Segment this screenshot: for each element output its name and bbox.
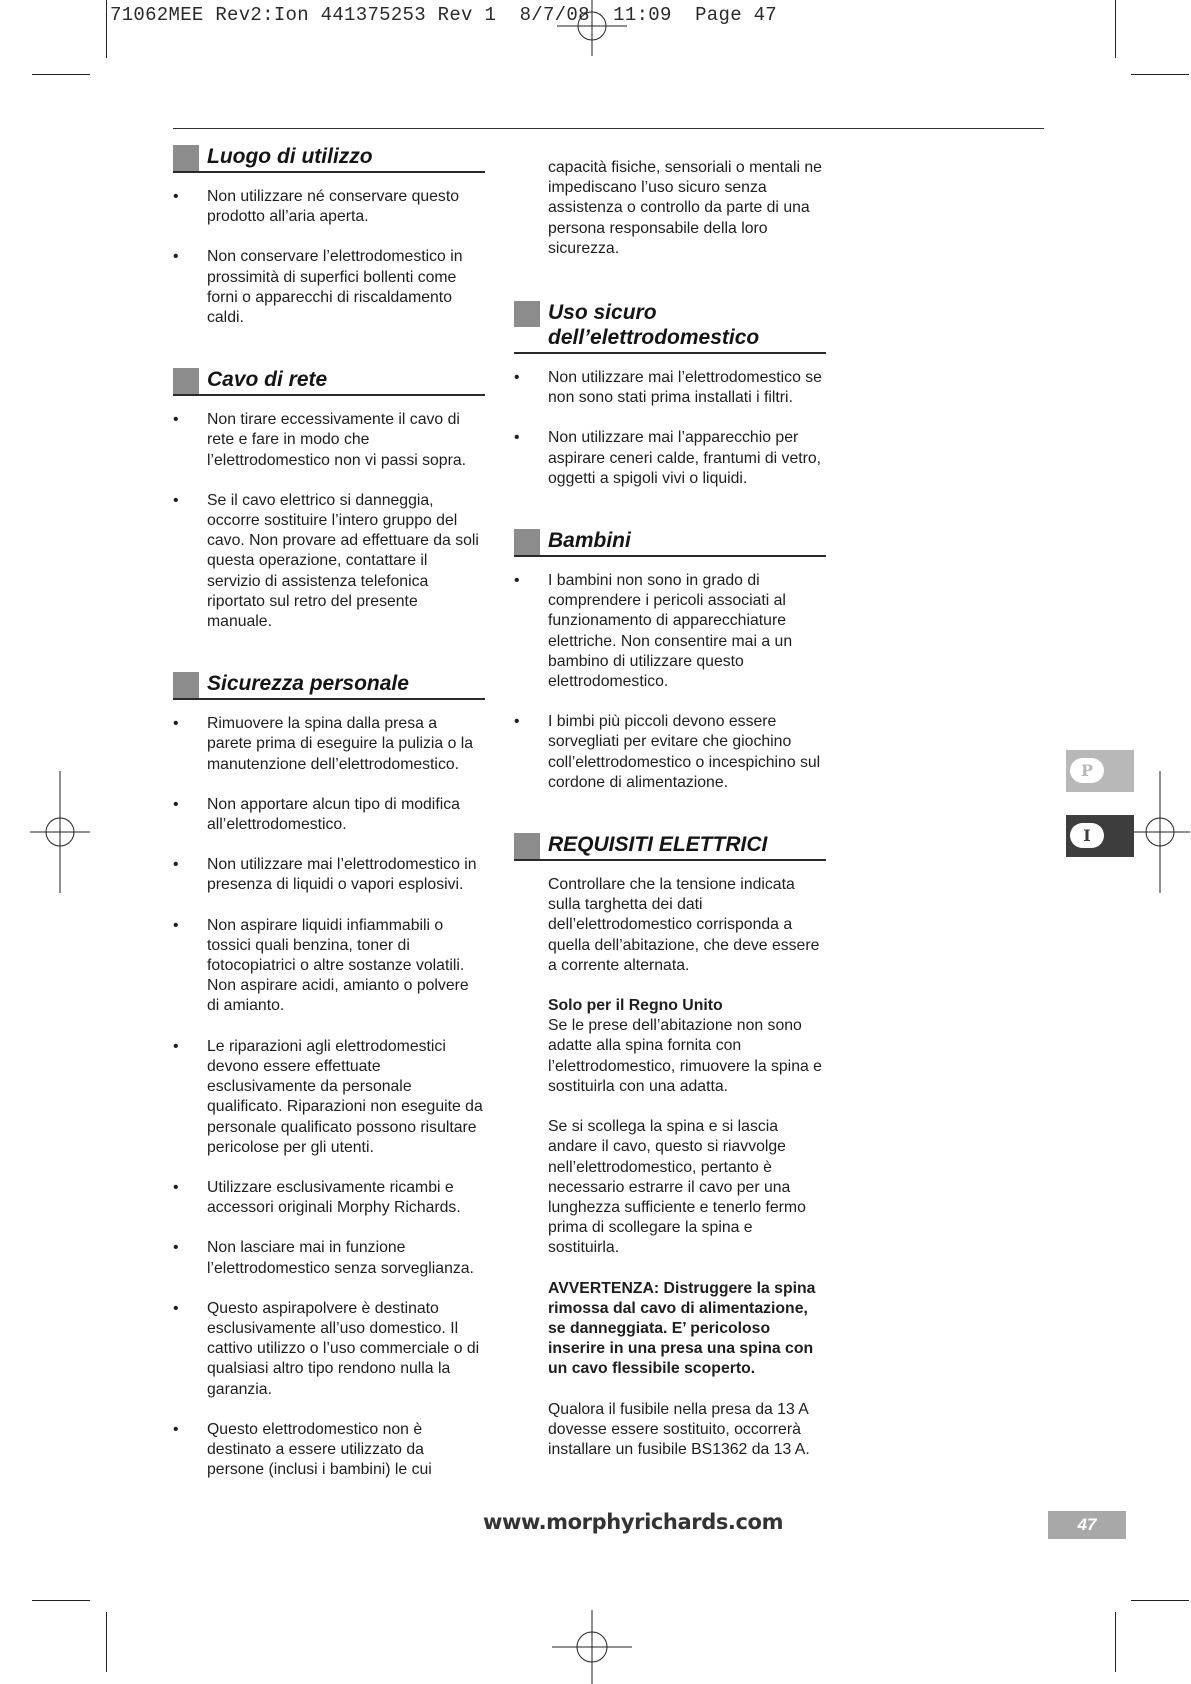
list-item: • Non tirare eccessivamente il cavo di rete e fare in modo che l’elettrodomestico non vi passi sopra. [173, 410, 485, 471]
list-item: • Le riparazioni agli elettrodomestici devono essere effettuate esclusivamente da personale qualificato. Riparazioni non eseguite da personale qualificato possono risultare pericolose per gli utenti. [173, 1037, 485, 1158]
bullet-list [173, 410, 485, 632]
electrical-intro: Controllare che la tensione indicata sulla targhetta dei dati dell’elettrodomestico corrisponda a quella dell’abitazione, che deve essere a corrente alternata. [548, 876, 820, 974]
right-column [514, 158, 826, 1480]
heading-square-icon [514, 529, 540, 555]
section-heading: Sicurezza personale [173, 669, 485, 700]
heading-square-icon [173, 368, 199, 394]
print-slug: 71062MEE Rev2:Ion 441375253 Rev 1 8/7/08 11:09 Page 47 [110, 4, 778, 26]
list-item: • I bambini non sono in grado di comprendere i pericoli associati al funzionamento di apparecchiature elettriche. Non consentire mai a un bambino di utilizzare questo elettrodomestico. [514, 571, 826, 692]
registration-mark-top [557, 0, 627, 60]
bullet-list [173, 187, 485, 328]
language-tab-i [1066, 815, 1134, 857]
heading-square-icon [173, 672, 199, 698]
crop-mark [106, 0, 107, 58]
uk-text: Se le prese dell’abitazione non sono adatte alla spina fornita con l’elettrodomestico, rimuovere la spina e sostituirla con una adatta. [548, 1017, 822, 1095]
section-heading: Cavo di rete [173, 365, 485, 396]
list-item: • Se il cavo elettrico si danneggia, occorre sostituire l’intero gruppo del cavo. Non provare ad effettuare da soli questa operazione, contattare il servizio di assistenza telefonica riportato sul retro del presente manuale. [173, 491, 485, 632]
crop-mark [1131, 1600, 1189, 1601]
bullet-list [514, 368, 826, 489]
list-item: • Questo aspirapolvere è destinato esclusivamente all’uso domestico. Il cattivo utilizzo o l’uso commerciale o di qualsiasi altro tipo rendono nulla la garanzia. [173, 1299, 485, 1400]
list-item: • Utilizzare esclusivamente ricambi e accessori originali Morphy Richards. [173, 1178, 485, 1218]
language-letter: I [1070, 823, 1104, 848]
crop-mark [1115, 1612, 1116, 1672]
uk-heading: Solo per il Regno Unito [548, 997, 723, 1015]
list-item: • Non conservare l’elettrodomestico in prossimità di superfici bollenti come forni o apparecchi di riscaldamento caldi. [173, 247, 485, 328]
list-item: • Non utilizzare mai l’elettrodomestico se non sono stati prima installati i filtri. [514, 368, 826, 408]
crop-mark [106, 1612, 107, 1672]
list-item: • Non utilizzare né conservare questo prodotto all’aria aperta. [173, 187, 485, 227]
fuse-text: Qualora il fusibile nella presa da 13 A dovesse essere sostituito, occorrerà installare un fusibile BS1362 da 13 A. [548, 1400, 810, 1458]
list-item: • Non utilizzare mai l’elettrodomestico in presenza di liquidi o vapori esplosivi. [173, 855, 485, 895]
continued-text: capacità fisiche, sensoriali o mentali ne impediscano l’uso sicuro senza assistenza o controllo da parte di una persona responsabile della loro sicurezza. [548, 159, 822, 257]
heading-square-icon [514, 833, 540, 859]
registration-mark-bottom [552, 1610, 632, 1684]
section-cavo [173, 365, 485, 632]
list-item: • Questo elettrodomestico non è destinato a essere utilizzato da persone (inclusi i bambini) le cui [173, 1420, 485, 1481]
warning-text: AVVERTENZA: Distruggere la spina rimossa dal cavo di alimentazione, se danneggiata. E’ pericoloso inserire in una presa una spina con un cavo flessibile scoperto. [548, 1279, 816, 1378]
crop-mark [1131, 74, 1189, 75]
list-item: • Non apportare alcun tipo di modifica all’elettrodomestico. [173, 795, 485, 835]
website-logo: www.morphyrichards.com [482, 1510, 784, 1534]
crop-mark [32, 1600, 90, 1601]
language-letter: P [1070, 758, 1104, 783]
crop-mark [1115, 0, 1116, 58]
list-item: • Non utilizzare mai l’apparecchio per aspirare ceneri calde, frantumi di vetro, oggetti a spigoli vivi o liquidi. [514, 428, 826, 489]
heading-square-icon [514, 301, 540, 327]
section-sicurezza [173, 669, 485, 1480]
bullet-list [514, 571, 826, 793]
header-rule [173, 128, 1044, 129]
heading-square-icon [173, 145, 199, 171]
list-item: • Rimuovere la spina dalla presa a parete prima di eseguire la pulizia o la manutenzione dell’elettrodomestico. [173, 714, 485, 775]
registration-mark-right [1130, 771, 1190, 893]
list-item: • Non aspirare liquidi infiammabili o tossici quali benzina, toner di fotocopiatrici o altre sostanze volatili. Non aspirare acidi, amianto o polvere di amianto. [173, 916, 485, 1017]
left-column [173, 142, 485, 1517]
page-number: 47 [1048, 1511, 1126, 1539]
section-luogo [173, 142, 485, 328]
section-heading: Bambini [514, 526, 826, 557]
cable-text: Se si scollega la spina e si lascia andare il cavo, questo si riavvolge nell’elettrodomestico, pertanto è necessario estrarre il cavo per una lunghezza sufficiente e tenerlo fermo prima di scollegare la spina e sostituirla. [548, 1118, 806, 1257]
crop-mark [32, 74, 90, 75]
registration-mark-left [30, 771, 90, 893]
section-heading: Luogo di utilizzo [173, 142, 485, 173]
section-uso-sicuro [514, 298, 826, 489]
bullet-list [173, 714, 485, 1480]
section-bambini [514, 526, 826, 793]
section-heading: REQUISITI ELETTRICI [514, 830, 826, 861]
list-item: • Non lasciare mai in funzione l’elettrodomestico senza sorveglianza. [173, 1238, 485, 1278]
language-tab-p [1066, 750, 1134, 792]
section-heading: Uso sicuro dell’elettrodomestico [514, 298, 826, 354]
uk-block [514, 996, 826, 1097]
list-item: • I bimbi più piccoli devono essere sorvegliati per evitare che giochino coll’elettrodomestico o incespichino sul cordone di alimentazione. [514, 712, 826, 793]
section-requisiti-elettrici [514, 830, 826, 1460]
